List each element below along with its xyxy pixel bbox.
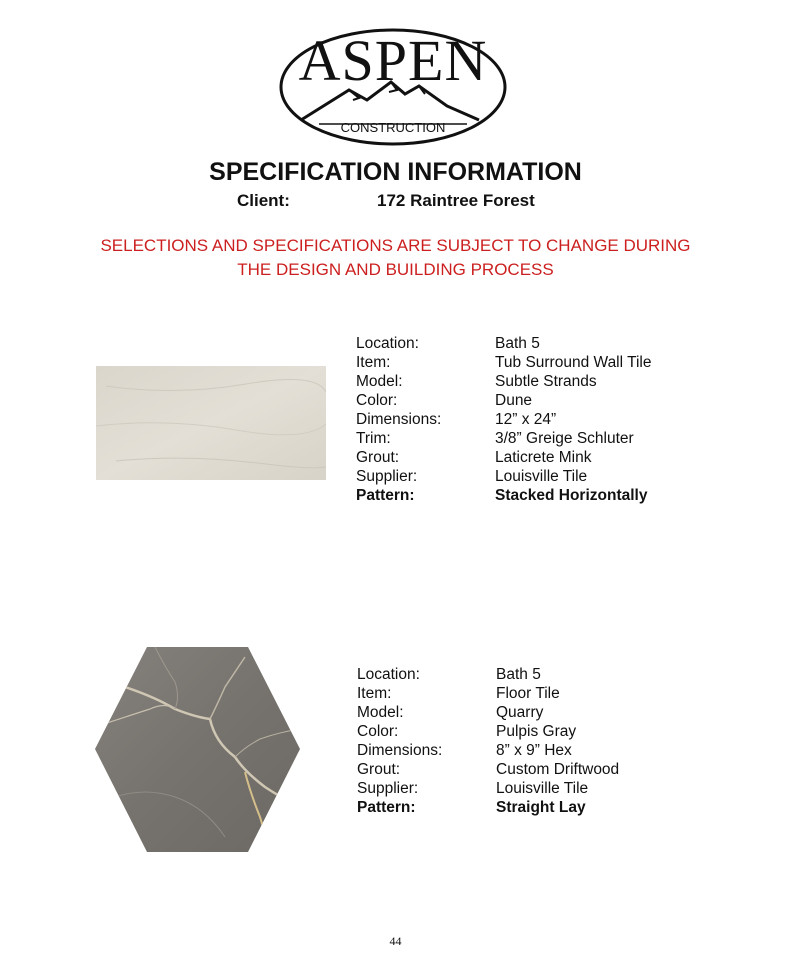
spec-value: Straight Lay <box>496 799 586 816</box>
spec-value: Custom Driftwood <box>496 761 620 778</box>
spec-row-color <box>357 722 619 741</box>
spec-row-item <box>356 353 652 372</box>
notice-line-1: SELECTIONS AND SPECIFICATIONS ARE SUBJECT TO CHANGE DURING <box>100 236 691 255</box>
spec-value: Bath 5 <box>495 335 540 352</box>
spec-row-grout <box>356 448 652 467</box>
spec-label: Pattern: <box>357 799 416 816</box>
spec-label: Color: <box>356 392 398 409</box>
spec-label: Supplier: <box>357 780 419 797</box>
spec-label: Pattern: <box>356 487 415 504</box>
spec-row-item <box>357 684 619 703</box>
spec-row-pattern <box>357 798 619 817</box>
spec-value: 8” x 9” Hex <box>496 742 572 759</box>
spec-row-trim <box>356 429 652 448</box>
spec-value: Subtle Strands <box>495 373 597 390</box>
spec-value: Laticrete Mink <box>495 449 592 466</box>
client-label: Client: <box>237 191 290 210</box>
spec-label: Item: <box>357 685 392 702</box>
page-title: SPECIFICATION INFORMATION <box>209 158 582 186</box>
spec-label: Dimensions: <box>357 742 443 759</box>
spec-row-supplier <box>357 779 619 798</box>
spec-label: Grout: <box>356 449 400 466</box>
spec-row-model <box>357 703 619 722</box>
spec-label: Grout: <box>357 761 401 778</box>
spec-value: Louisville Tile <box>495 468 588 485</box>
spec-row-supplier <box>356 467 652 486</box>
spec-value: Bath 5 <box>496 666 541 683</box>
spec-value: Floor Tile <box>496 685 560 702</box>
spec-label: Trim: <box>356 430 391 447</box>
page-number: 44 <box>389 934 402 948</box>
logo-subtitle: CONSTRUCTION <box>340 120 446 135</box>
spec-value: Quarry <box>496 704 544 721</box>
spec-row-grout <box>357 760 619 779</box>
spec-row-color <box>356 391 652 410</box>
spec-row-dimensions <box>357 741 619 760</box>
spec-list-floor-tile <box>357 665 619 817</box>
spec-label: Location: <box>357 666 420 683</box>
spec-value: Stacked Horizontally <box>495 487 648 504</box>
spec-label: Dimensions: <box>356 411 442 428</box>
spec-row-pattern <box>356 486 652 505</box>
spec-label: Location: <box>356 335 419 352</box>
client-value: 172 Raintree Forest <box>377 191 535 210</box>
wall-tile-swatch-icon <box>96 366 326 480</box>
spec-label: Supplier: <box>356 468 418 485</box>
spec-row-location <box>356 334 652 353</box>
spec-value: Dune <box>495 392 533 409</box>
logo-wordmark: ASPEN <box>298 28 488 93</box>
spec-label: Item: <box>356 354 391 371</box>
spec-label: Model: <box>356 373 403 390</box>
spec-value: Tub Surround Wall Tile <box>495 354 652 371</box>
spec-label: Model: <box>357 704 404 721</box>
spec-list-wall-tile <box>356 334 652 505</box>
spec-value: 3/8” Greige Schluter <box>495 430 634 447</box>
spec-row-model <box>356 372 652 391</box>
hex-floor-tile-swatch-icon <box>95 647 300 852</box>
spec-value: Louisville Tile <box>496 780 589 797</box>
aspen-construction-logo <box>279 28 507 146</box>
spec-row-location <box>357 665 619 684</box>
spec-label: Color: <box>357 723 399 740</box>
change-notice <box>60 234 731 282</box>
spec-value: 12” x 24” <box>495 411 557 428</box>
spec-row-dimensions <box>356 410 652 429</box>
notice-line-2: THE DESIGN AND BUILDING PROCESS <box>237 260 554 279</box>
spec-value: Pulpis Gray <box>496 723 577 740</box>
